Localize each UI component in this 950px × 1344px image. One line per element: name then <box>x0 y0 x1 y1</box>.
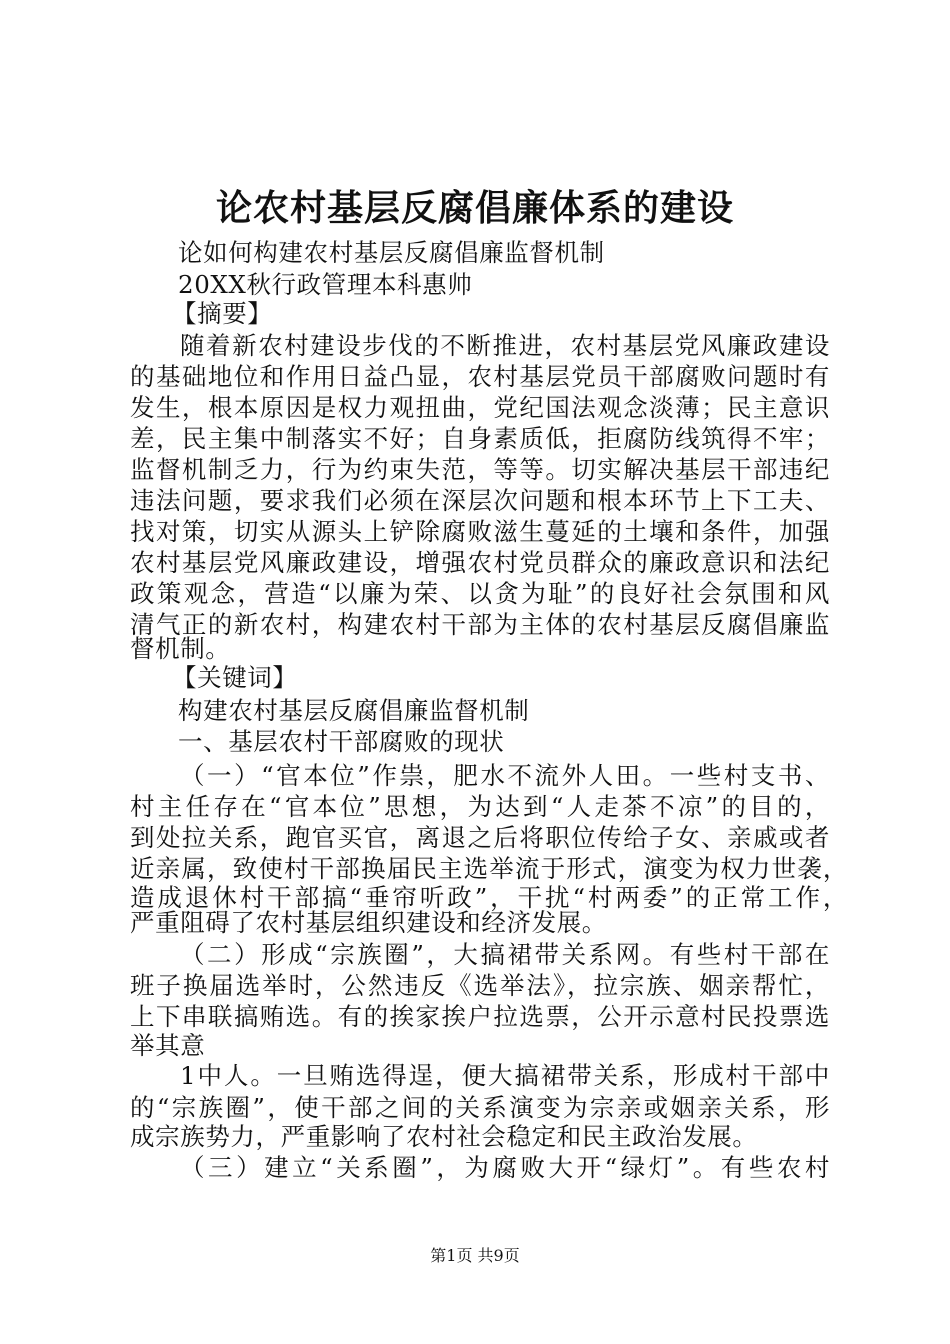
abstract-line: 的基础地位和作用日益凸显，农村基层党员干部腐败问题时有 <box>130 362 830 391</box>
paragraph-line: 成宗族势力，严重影响了农村社会稳定和民主政治发展。 <box>130 1122 758 1151</box>
paragraph-line: （三）建立“关系圈”，为腐败大开“绿灯”。有些农村 <box>180 1153 830 1182</box>
paragraph-line: 1中人。一旦贿选得逞，便大搞裙带关系，形成村干部中 <box>180 1061 830 1090</box>
abstract-line: 差，民主集中制落实不好；自身素质低，拒腐防线筑得不牢； <box>130 424 830 453</box>
paragraph-line: 班子换届选举时，公然违反《选举法》，拉宗族、姻亲帮忙， <box>130 971 830 1000</box>
paragraph-line: 村主任存在“官本位”思想，为达到“人走茶不凉”的目的， <box>130 792 830 821</box>
paragraph-line: （二）形成“宗族圈”，大搞裙带关系网。有些村干部在 <box>180 940 830 969</box>
abstract-line: 农村基层党风廉政建设，增强农村党员群众的廉政意识和法纪 <box>130 548 830 577</box>
abstract-line: 发生，根本原因是权力观扭曲，党纪国法观念淡薄；民主意识 <box>130 393 830 422</box>
abstract-line: 监督机制乏力，行为约束失范，等等。切实解决基层干部违纪 <box>130 455 830 484</box>
paragraph-line: 的“宗族圈”，使干部之间的关系演变为宗亲或姻亲关系，形 <box>130 1093 830 1122</box>
abstract-line: 违法问题，要求我们必须在深层次问题和根本环节上下工夫、 <box>130 486 830 515</box>
paragraph-line: 到处拉关系，跑官买官，离退之后将职位传给子女、亲戚或者 <box>130 823 830 852</box>
author-line: 20XX秋行政管理本科惠帅 <box>178 270 473 299</box>
keywords-heading: 【关键词】 <box>172 663 298 692</box>
abstract-line: 督机制。 <box>130 634 231 663</box>
paragraph-line: （一）“官本位”作祟，肥水不流外人田。一些村支书、 <box>180 761 830 790</box>
abstract-line: 找对策，切实从源头上铲除腐败滋生蔓延的土壤和条件，加强 <box>130 517 830 546</box>
paragraph-line: 严重阻碍了农村基层组织建设和经济发展。 <box>130 908 607 937</box>
paragraph-line: 上下串联搞贿选。有的挨家挨户拉选票，公开示意村民投票选 <box>130 1002 830 1031</box>
paragraph-line: 造成退休村干部搞“垂帘听政”，干扰“村两委”的正常工作， <box>130 883 848 912</box>
keywords-text: 构建农村基层反腐倡廉监督机制 <box>178 696 530 725</box>
paragraph-line: 近亲属，致使村干部换届民主选举流于形式，演变为权力世袭， <box>130 854 848 883</box>
paragraph-line: 举其意 <box>130 1031 206 1060</box>
abstract-line: 清气正的新农村，构建农村干部为主体的农村基层反腐倡廉监 <box>130 610 830 639</box>
document-title: 论农村基层反腐倡廉体系的建设 <box>215 187 734 229</box>
section-heading: 一、基层农村干部腐败的现状 <box>178 727 505 756</box>
abstract-line: 政策观念，营造“以廉为荣、以贪为耻”的良好社会氛围和风 <box>130 579 830 608</box>
abstract-heading: 【摘要】 <box>172 299 273 328</box>
page-footer: 第1页 共9页 <box>430 1246 520 1265</box>
subtitle: 论如何构建农村基层反腐倡廉监督机制 <box>178 238 605 267</box>
abstract-line: 随着新农村建设步伐的不断推进，农村基层党风廉政建设 <box>180 331 830 360</box>
